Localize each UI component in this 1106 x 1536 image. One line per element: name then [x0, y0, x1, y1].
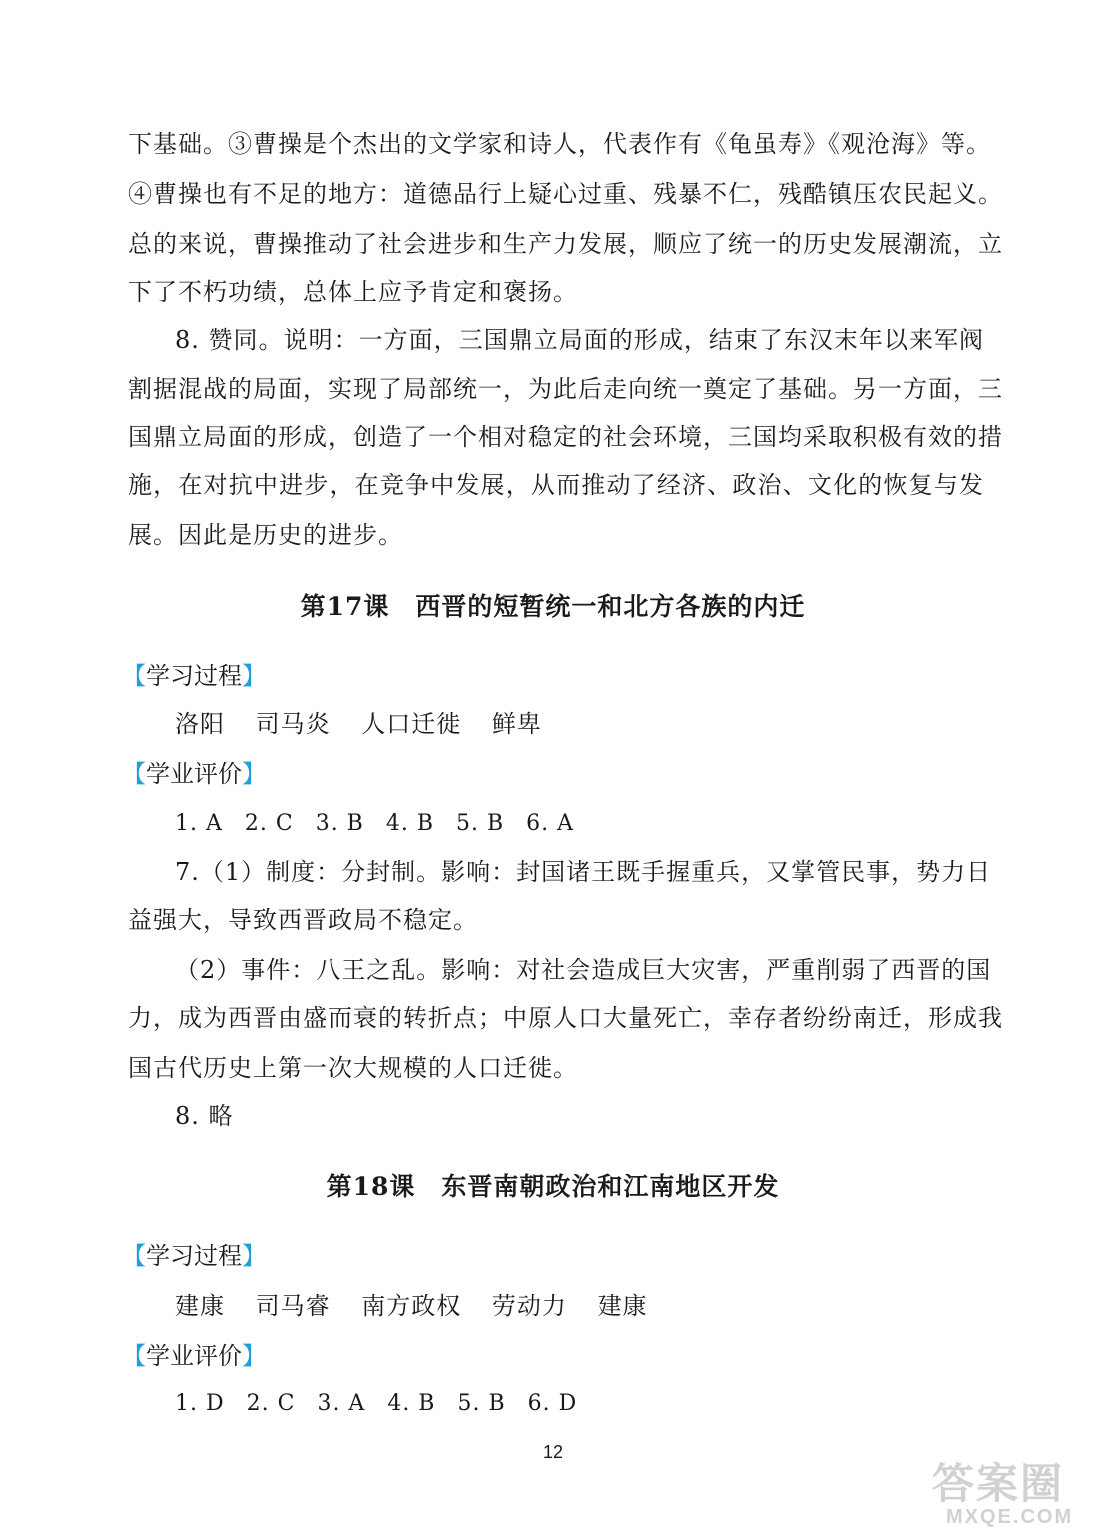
bracket-close: 】 — [242, 1242, 266, 1270]
answer: 5. B — [457, 1391, 506, 1416]
term: 建康 — [175, 1292, 225, 1320]
q8-line: 8. 略 — [175, 1102, 234, 1130]
bracket-close: 】 — [242, 760, 266, 788]
lesson-17-answers — [175, 808, 588, 840]
answer: 5. B — [456, 811, 505, 836]
answer: 1. D — [175, 1391, 225, 1416]
q7-2-line: 力，成为西晋由盛而衰的转折点；中原人口大量死亡，幸存者纷纷南迁，形成我 — [128, 1004, 1003, 1032]
paragraph-line: 下基础。③曹操是个杰出的文学家和诗人，代表作有《龟虽寿》《观沧海》等。 — [128, 130, 991, 158]
term: 建康 — [597, 1292, 648, 1320]
paragraph-line: ④曹操也有不足的地方：道德品行上疑心过重、残暴不仁，残酷镇压农民起义。 — [128, 180, 1003, 208]
section-label: 学业评价 — [146, 1342, 242, 1370]
term: 洛阳 — [175, 710, 225, 738]
q8-prev-line: 展。因此是历史的进步。 — [128, 521, 403, 549]
term: 人口迁徙 — [361, 710, 462, 738]
q8-prev-line: 施，在对抗中进步，在竞争中发展，从而推动了经济、政治、文化的恢复与发 — [128, 471, 984, 499]
page-number: 12 — [542, 1442, 564, 1462]
term: 司马炎 — [255, 710, 331, 738]
section-label: 学业评价 — [146, 760, 242, 788]
q7-2-line: （2）事件：八王之乱。影响：对社会造成巨大灾害，严重削弱了西晋的国 — [175, 956, 992, 984]
lesson-17-title: 第17课 西晋的短暂统一和北方各族的内迁 — [300, 592, 806, 621]
section-label: 学习过程 — [146, 1242, 242, 1270]
lesson-17-eval-header — [122, 758, 266, 790]
answer: 1. A — [175, 811, 223, 836]
term: 鲜卑 — [491, 710, 542, 738]
q8-prev-line: 国鼎立局面的形成，创造了一个相对稳定的社会环境，三国均采取积极有效的措 — [128, 423, 1003, 451]
watermark-url: MXQE.COM — [946, 1506, 1074, 1528]
watermark-logo — [932, 1462, 1092, 1528]
lesson-18-process-terms — [175, 1290, 670, 1322]
bracket-close: 】 — [242, 662, 266, 690]
paragraph-line: 总的来说，曹操推动了社会进步和生产力发展，顺应了统一的历史发展潮流，立 — [128, 230, 1003, 258]
bracket-open: 【 — [122, 662, 146, 690]
bracket-open: 【 — [122, 760, 146, 788]
q7-2-line: 国古代历史上第一次大规模的人口迁徙。 — [128, 1054, 578, 1082]
answer: 4. B — [387, 1391, 436, 1416]
q7-1-line: 益强大，导致西晋政局不稳定。 — [128, 906, 478, 934]
bracket-open: 【 — [122, 1342, 146, 1370]
term: 劳动力 — [491, 1292, 567, 1320]
lesson-17-process-header — [122, 660, 266, 692]
q8-prev-line: 8. 赞同。说明：一方面，三国鼎立局面的形成，结束了东汉末年以来军阀 — [175, 326, 984, 354]
lesson-18-eval-header — [122, 1340, 266, 1372]
answer: 6. A — [526, 811, 575, 836]
answer: 2. C — [246, 1391, 296, 1416]
lesson-18-title: 第18课 东晋南朝政治和江南地区开发 — [326, 1172, 780, 1201]
answer: 3. A — [317, 1391, 366, 1416]
lesson-17-process-terms — [175, 708, 564, 740]
q7-1-line: 7.（1）制度：分封制。影响：封国诸王既手握重兵，又掌管民事，势力日 — [175, 858, 992, 886]
bracket-open: 【 — [122, 1242, 146, 1270]
answer: 4. B — [385, 811, 435, 836]
lesson-18-answers — [175, 1388, 591, 1420]
section-label: 学习过程 — [146, 662, 242, 690]
answer: 6. D — [527, 1391, 578, 1416]
term: 南方政权 — [361, 1292, 462, 1320]
term: 司马睿 — [255, 1292, 331, 1320]
lesson-18-process-header — [122, 1240, 266, 1272]
bracket-close: 】 — [242, 1342, 266, 1370]
answer: 3. B — [315, 811, 364, 836]
q8-prev-line: 割据混战的局面，实现了局部统一，为此后走向统一奠定了基础。另一方面，三 — [128, 375, 1003, 403]
watermark-title: 答案圈 — [932, 1460, 1065, 1507]
answer: 2. C — [244, 811, 294, 836]
paragraph-line: 下了不朽功绩，总体上应予肯定和褒扬。 — [128, 278, 578, 306]
